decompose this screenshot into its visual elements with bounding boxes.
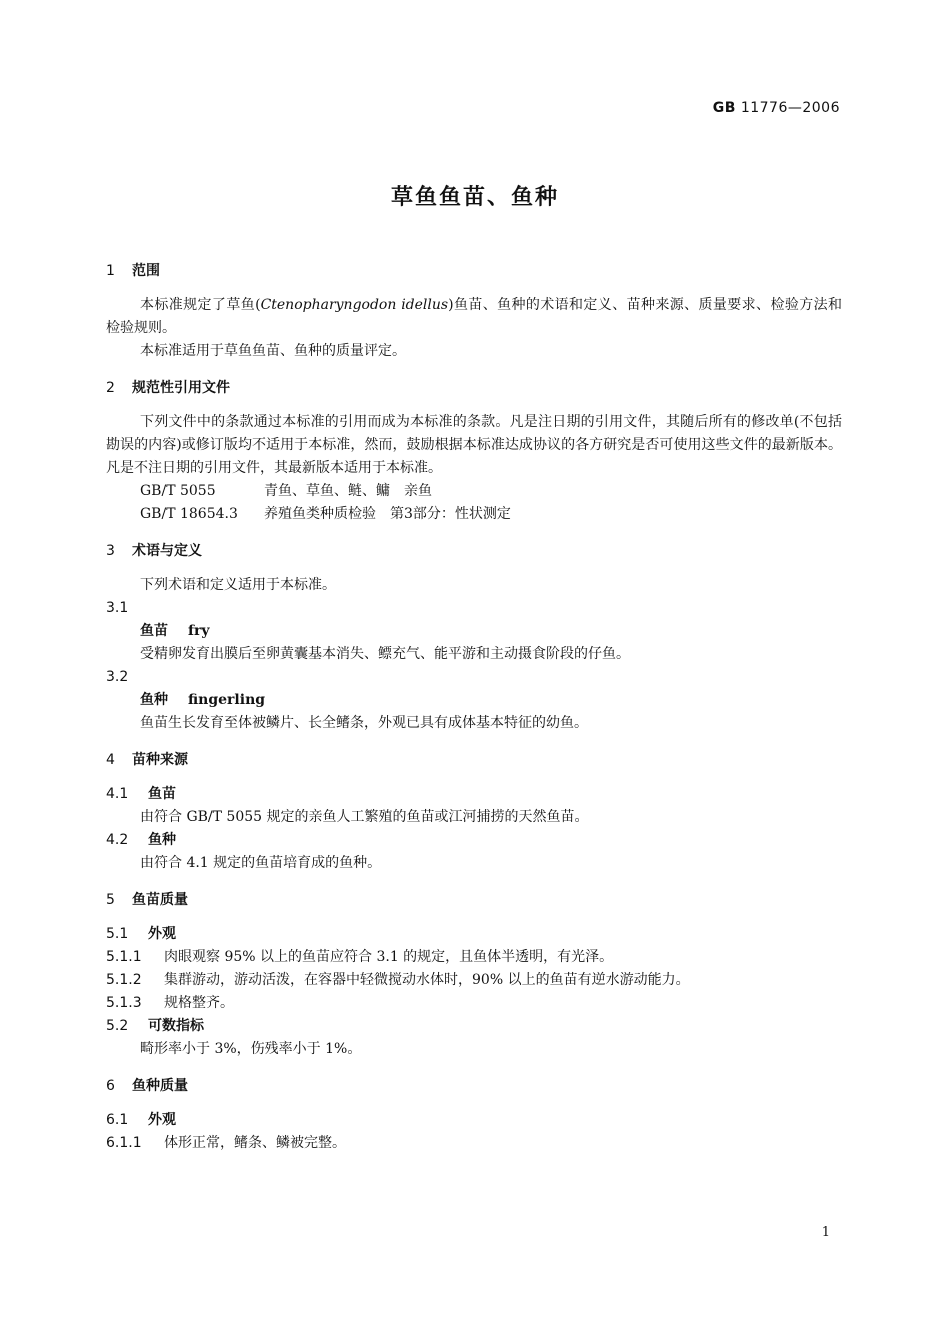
term-definition: 鱼苗生长发育至体被鳞片、长全鳍条，外观已具有成体基本特征的幼鱼。 (140, 715, 588, 731)
section-4-heading (106, 749, 842, 769)
term-heading (106, 689, 842, 712)
section-number: 2 (106, 380, 115, 396)
section-number: 1 (106, 263, 115, 279)
clause-text: 体形正常，鳍条、鳞被完整。 (164, 1135, 346, 1151)
section-title: 术语与定义 (132, 543, 202, 559)
page-number: 1 (821, 1225, 830, 1240)
subsection-heading (106, 783, 842, 806)
section-5-heading (106, 889, 842, 909)
subsection-text: 由符合 GB/T 5055 规定的亲鱼人工繁殖的鱼苗或江河捕捞的天然鱼苗。 (140, 809, 589, 825)
clause-text: 肉眼观察 95% 以上的鱼苗应符合 3.1 的规定，且鱼体半透明，有光泽。 (164, 949, 614, 965)
subsection-text: 畸形率小于 3%，伤残率小于 1%。 (140, 1041, 362, 1057)
section-number: 4 (106, 752, 115, 768)
section-number: 6 (106, 1078, 115, 1094)
section-title: 苗种来源 (132, 752, 188, 768)
subsection-heading (106, 1015, 842, 1038)
section-6-heading (106, 1075, 842, 1095)
subsection-heading (106, 923, 842, 946)
term-chinese: 鱼苗 (140, 623, 168, 639)
subsection-number: 5.2 (106, 1018, 129, 1034)
reference-code: GB/T 18654.3 (140, 506, 238, 522)
clause-number: 5.1.3 (106, 995, 142, 1011)
subsection-text: 由符合 4.1 规定的鱼苗培育成的鱼种。 (140, 855, 382, 871)
section-2-para-1: 下列文件中的条款通过本标准的引用而成为本标准的条款。凡是注日期的引用文件，其随后所有的修改单(不包括勘误的内容)或修订版均不适用于本标准，然而，鼓励根据本标准达成协议的各方研究是否可使用这些文件的最新版本。凡是不注日期的引用文件，其最新版本适用于本标准。 (106, 414, 842, 476)
reference-name: 青鱼、草鱼、鲢、鳙 亲鱼 (264, 483, 432, 499)
term-heading (106, 620, 842, 643)
subsection-heading (106, 829, 842, 852)
document-body (106, 260, 842, 1155)
section-number: 5 (106, 892, 115, 908)
latin-name: Ctenopharyngodon idellus (260, 297, 449, 313)
term-english: fingerling (188, 692, 266, 708)
section-1-para-2: 本标准适用于草鱼鱼苗、鱼种的质量评定。 (140, 343, 406, 359)
term-number: 3.2 (106, 669, 129, 685)
subsection-title: 鱼苗 (148, 786, 176, 802)
subsection-heading (106, 1109, 842, 1132)
subsection-number: 4.1 (106, 786, 129, 802)
clause (106, 969, 842, 992)
text-run: )鱼苗、鱼种的术语和定义、苗种来源、质量要求、检验方法和检验规则。 (106, 297, 842, 336)
section-title: 规范性引用文件 (132, 380, 230, 396)
clause-text: 集群游动，游动活泼，在容器中轻微搅动水体时，90% 以上的鱼苗有逆水游动能力。 (164, 972, 690, 988)
reference-item (106, 480, 842, 503)
clause (106, 946, 842, 969)
section-title: 鱼苗质量 (132, 892, 188, 908)
term-english: fry (188, 623, 210, 639)
section-1-heading (106, 260, 842, 280)
term-definition: 受精卵发育出膜后至卵黄囊基本消失、鳔充气、能平游和主动摄食阶段的仔鱼。 (140, 646, 630, 662)
clause-number: 5.1.1 (106, 949, 142, 965)
clause-number: 5.1.2 (106, 972, 142, 988)
subsection-number: 4.2 (106, 832, 129, 848)
clause-number: 6.1.1 (106, 1135, 142, 1151)
standard-code-number: 11776—2006 (735, 100, 840, 116)
text-run: 本标准规定了草鱼( (140, 297, 261, 313)
subsection-title: 可数指标 (148, 1018, 204, 1034)
reference-name: 养殖鱼类种质检验 第3部分：性状测定 (264, 506, 511, 522)
section-3-para-1: 下列术语和定义适用于本标准。 (140, 577, 336, 593)
clause (106, 992, 842, 1015)
subsection-number: 6.1 (106, 1112, 129, 1128)
section-number: 3 (106, 543, 115, 559)
section-3-heading (106, 540, 842, 560)
subsection-title: 鱼种 (148, 832, 176, 848)
term-number: 3.1 (106, 600, 129, 616)
section-title: 范围 (132, 263, 160, 279)
subsection-title: 外观 (148, 926, 176, 942)
clause (106, 1132, 842, 1155)
clause-text: 规格整齐。 (164, 995, 234, 1011)
reference-item (106, 503, 842, 526)
section-1-para-1 (106, 294, 842, 340)
term-chinese: 鱼种 (140, 692, 168, 708)
reference-code: GB/T 5055 (140, 483, 216, 499)
section-2-heading (106, 377, 842, 397)
subsection-number: 5.1 (106, 926, 129, 942)
document-title: 草鱼鱼苗、鱼种 (390, 185, 559, 210)
section-title: 鱼种质量 (132, 1078, 188, 1094)
standard-code (713, 100, 840, 116)
subsection-title: 外观 (148, 1112, 176, 1128)
standard-code-prefix: GB (712, 100, 736, 116)
